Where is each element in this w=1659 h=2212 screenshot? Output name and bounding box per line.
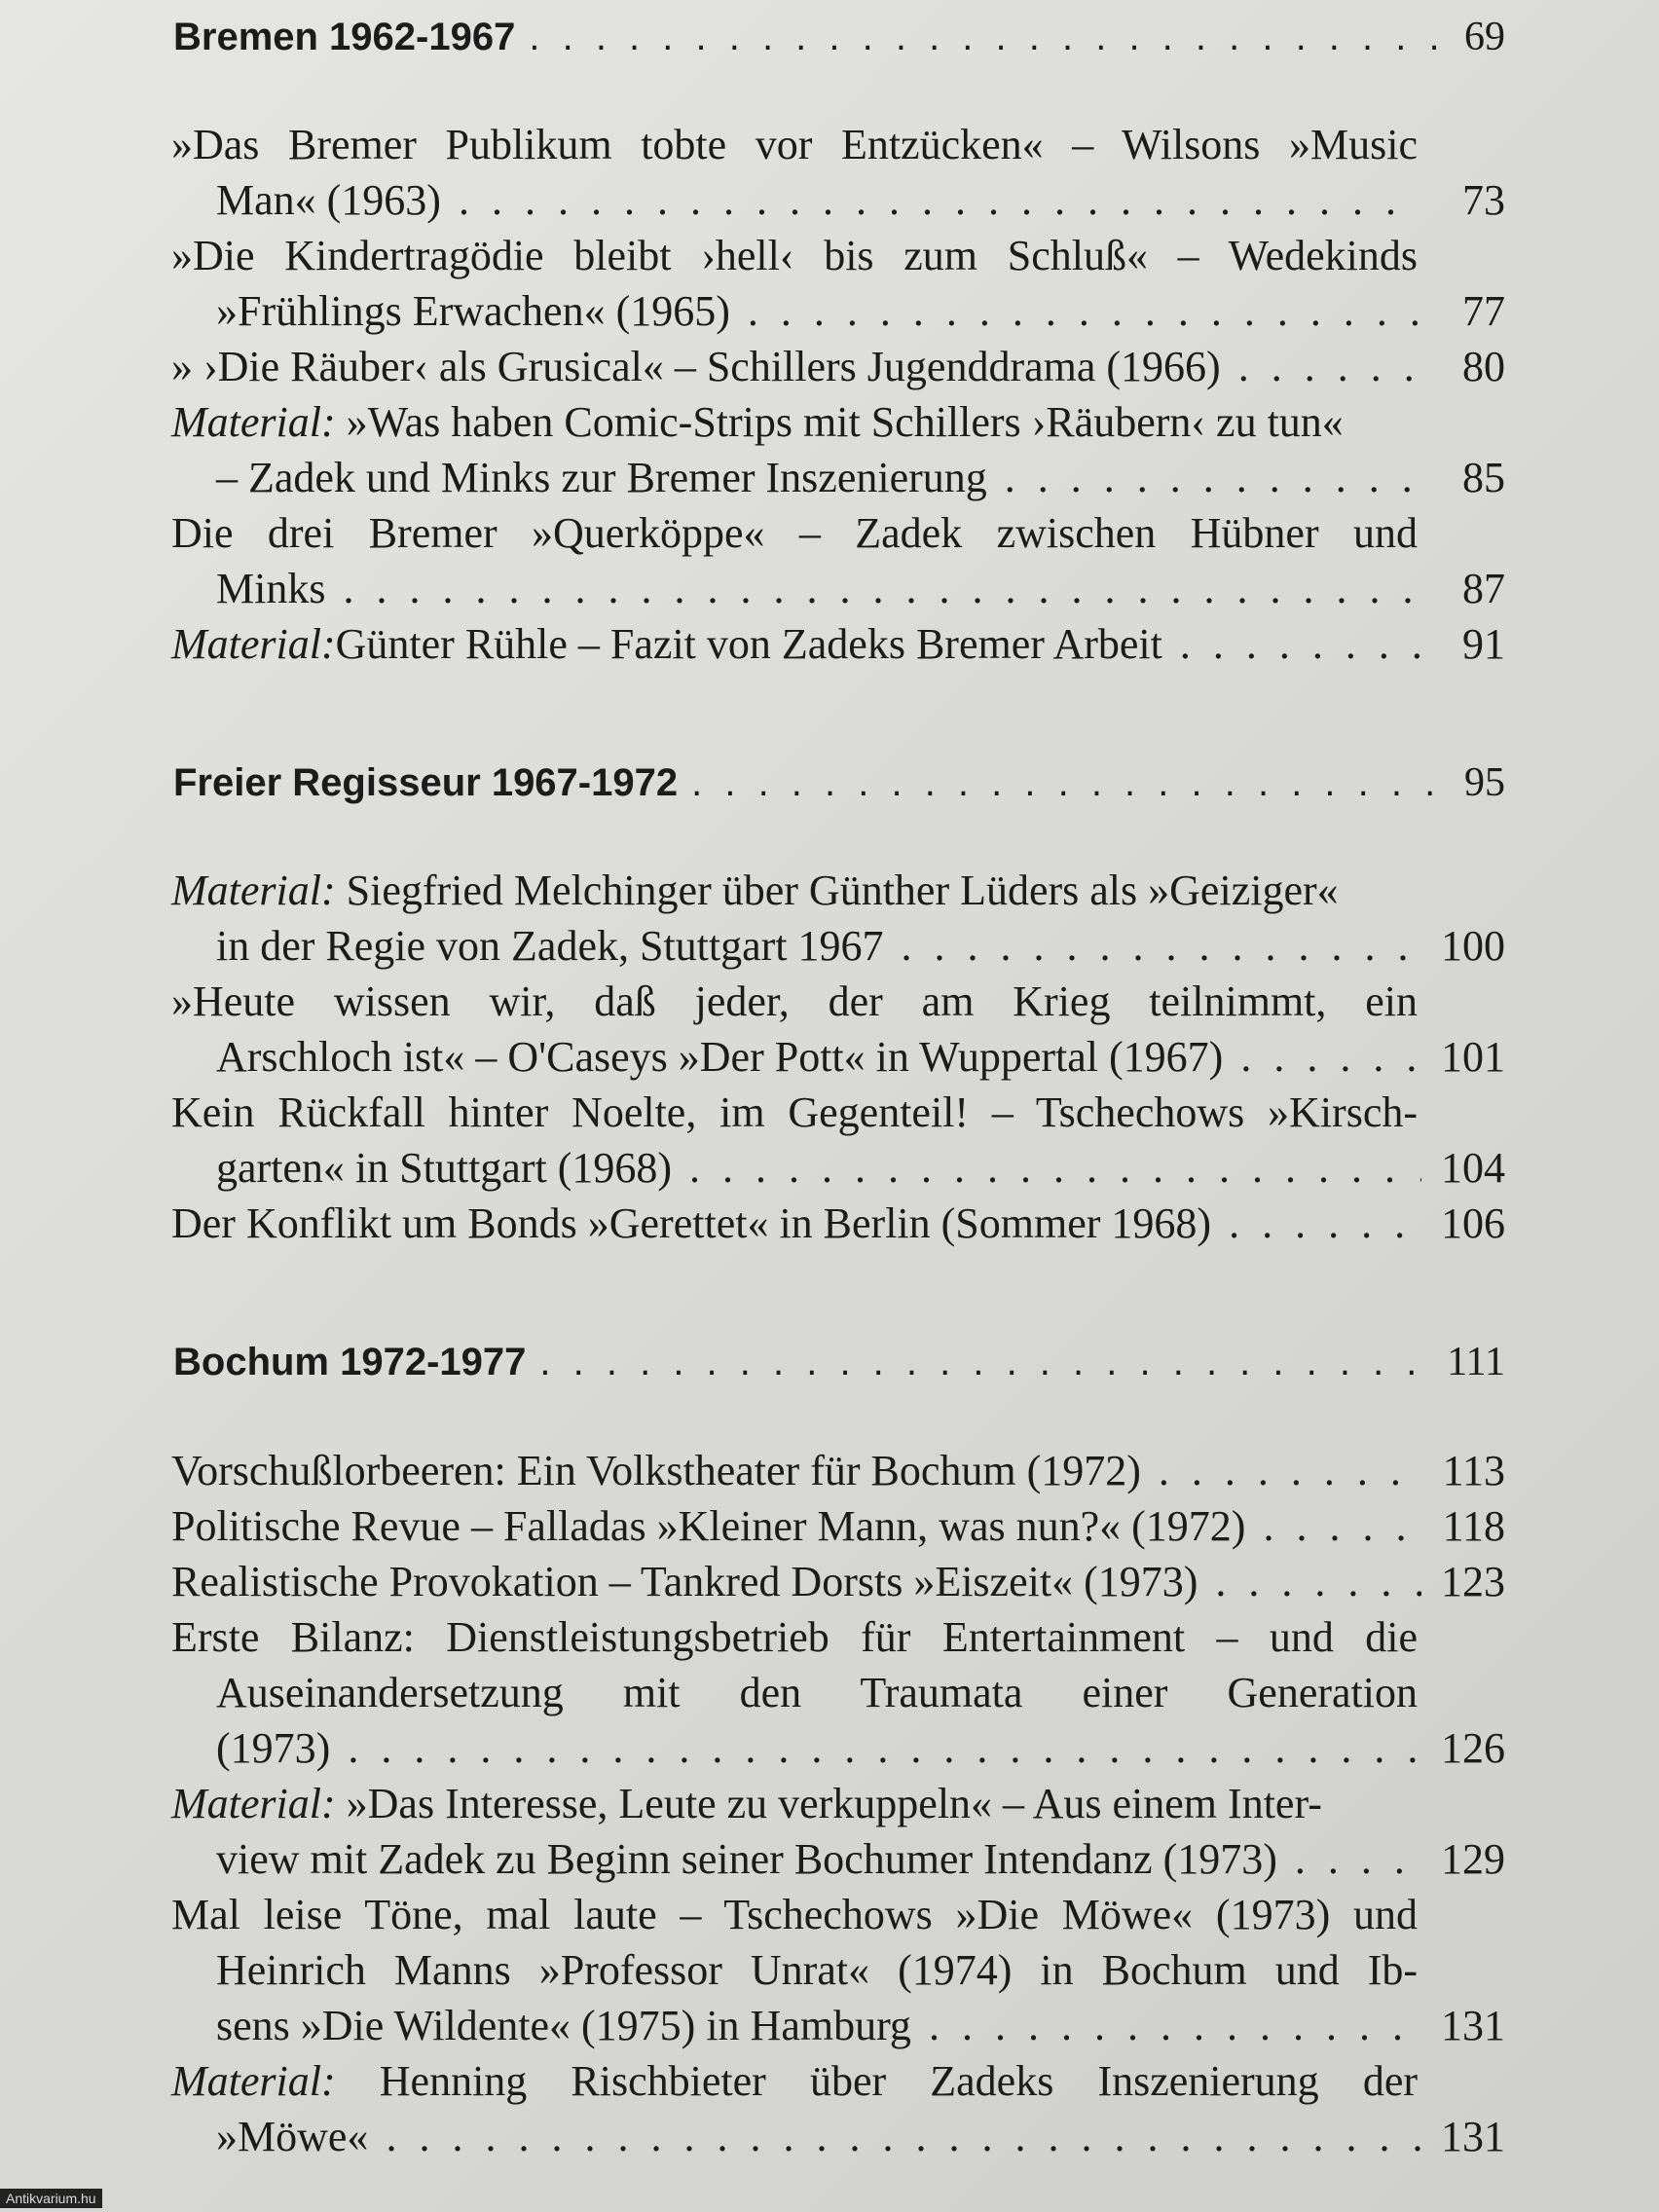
toc-entry: Material: »Das Interesse, Leute zu verkuppeln« – Aus einem Inter- view mit Zadek zu Beginn seiner Bochumer Intendanz (1973) . . . 129 [171, 1776, 1505, 1887]
entry-page: 131 [1441, 2002, 1505, 2049]
toc-entry: Material: »Was haben Comic-Strips mit Schillers ›Räubern‹ zu tun« – Zadek und Minks zur Bremer Inszenierung . . . 85 [171, 394, 1505, 505]
entry-page: 100 [1441, 922, 1505, 970]
entry-page: 87 [1462, 565, 1505, 612]
entry-page: 113 [1442, 1447, 1505, 1494]
toc-entry: Die drei Bremer »Querköppe« – Zadek zwischen Hübner und Minks . . . 87 [171, 505, 1505, 616]
watermark: Antikvarium.hu [0, 2189, 102, 2208]
material-label: Material: [171, 1780, 336, 1827]
entry-page: 118 [1442, 1502, 1505, 1550]
toc-entry: »Heute wissen wir, daß jeder, der am Krieg teilnimmt, ein Arschloch ist« – O'Caseys »Der Pott« in Wuppertal (1967) . . . 101 [171, 974, 1505, 1085]
toc-entry: Erste Bilanz: Dienstleistungsbetrieb für Entertainment – und die Auseinandersetzung mit den Traumata einer Generation (1973) . . . 126 [171, 1609, 1505, 1776]
section-heading [173, 10, 1505, 64]
material-label: Material: [171, 866, 336, 914]
toc-entry: Politische Revue – Falladas »Kleiner Mann, was nun?« (1972) . . . 118 [171, 1498, 1505, 1554]
section-heading [173, 756, 1505, 810]
entry-page: 131 [1441, 2113, 1505, 2160]
section-heading [173, 1335, 1505, 1389]
entry-page: 106 [1441, 1199, 1505, 1247]
material-label: Material: [171, 620, 336, 668]
entry-page: 123 [1441, 1558, 1505, 1605]
heading-title: Freier Regisseur 1967-1972 [173, 761, 679, 804]
entry-page: 126 [1441, 1724, 1505, 1772]
toc-entry: Realistische Provokation – Tankred Dorsts »Eiszeit« (1973) . . . 123 [171, 1554, 1505, 1609]
toc-entry: »Die Kindertragödie bleibt ›hell‹ bis zum Schluß« – Wedekinds »Frühlings Erwachen« (1965) . . . 77 [171, 228, 1505, 339]
toc-entry: Material: Siegfried Melchinger über Günther Lüders als »Geiziger« in der Regie von Zadek, Stuttgart 1967 . . . 100 [171, 863, 1505, 974]
toc-entry: »Das Bremer Publikum tobte vor Entzücken« – Wilsons »Music Man« (1963) . . . 73 [171, 117, 1505, 228]
toc-entry: Kein Rückfall hinter Noelte, im Gegenteil! – Tschechows »Kirsch- garten« in Stuttgart (1968) . . . 104 [171, 1085, 1505, 1196]
material-label: Material: [171, 398, 336, 446]
toc-entry: Mal leise Töne, mal laute – Tschechows »Die Möwe« (1973) und Heinrich Manns »Professor Unrat« (1974) in Bochum und Ib- sens »Die Wildente« (1975) in Hamburg . . . 131 [171, 1887, 1505, 2053]
entry-page: 104 [1441, 1144, 1505, 1192]
entry-page: 91 [1462, 620, 1505, 668]
entry-page: 73 [1462, 176, 1505, 224]
entry-page: 85 [1462, 454, 1505, 501]
toc-entry: Material: Henning Rischbieter über Zadeks Inszenierung der »Möwe« . . . 131 [171, 2053, 1505, 2164]
heading-title: Bochum 1972-1977 [173, 1341, 527, 1383]
material-label: Material: [171, 2057, 336, 2105]
entry-page: 77 [1462, 287, 1505, 335]
toc-entry: Der Konflikt um Bonds »Gerettet« in Berlin (Sommer 1968) . . . 106 [171, 1196, 1505, 1251]
heading-title: Bremen 1962-1967 [173, 16, 516, 58]
heading-page: 95 [1464, 760, 1505, 805]
entry-page: 129 [1441, 1835, 1505, 1883]
entry-page: 80 [1462, 343, 1505, 390]
toc-entry: » ›Die Räuber‹ als Grusical« – Schillers Jugenddrama (1966) . . . 80 [171, 339, 1505, 394]
entry-page: 101 [1441, 1033, 1505, 1081]
toc-entry: Vorschußlorbeeren: Ein Volkstheater für Bochum (1972) . . . 113 [171, 1443, 1505, 1498]
toc-entry: Material: Günter Rühle – Fazit von Zadeks Bremer Arbeit . . . 91 [171, 616, 1505, 672]
heading-page: 69 [1464, 15, 1505, 59]
heading-page: 111 [1447, 1340, 1505, 1384]
